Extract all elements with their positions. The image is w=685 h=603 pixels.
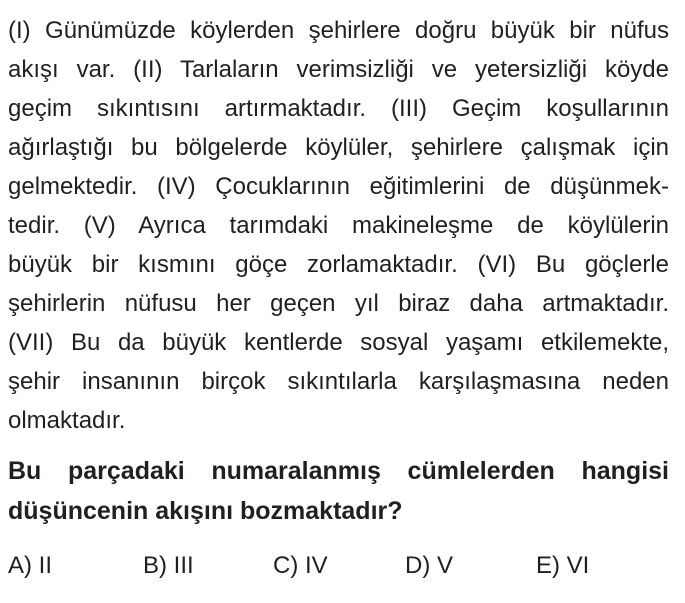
passage-line: ağırlaştığı bu bölgelerde köylüler, şehirlere çalışmak için — [8, 134, 669, 161]
option-b[interactable]: B) III — [143, 552, 194, 579]
passage-line: (I) Günümüzde köylerden şehirlere doğru büyük bir nüfus — [8, 17, 669, 44]
passage-line: olmaktadır. — [8, 407, 126, 434]
passage-line: akışı var. (II) Tarlaların verimsizliği ve yetersizliği köyde — [8, 56, 669, 83]
question-line: düşüncenin akışını bozmaktadır? — [8, 497, 403, 525]
option-d[interactable]: D) V — [405, 552, 453, 579]
option-c[interactable]: C) IV — [273, 552, 328, 579]
passage-line: (VII) Bu da büyük kentlerde sosyal yaşamı etkilemekte, — [8, 329, 669, 356]
passage-line: büyük bir kısmını göçe zorlamaktadır. (VI) Bu göçlerle — [8, 251, 669, 278]
passage-line: şehirlerin nüfusu her geçen yıl biraz daha artmaktadır. — [8, 290, 669, 317]
question-line: Bu parçadaki numaralanmış cümlelerden hangisi — [8, 457, 669, 485]
option-a[interactable]: A) II — [8, 552, 53, 579]
question-text — [8, 451, 669, 531]
answer-options — [8, 546, 669, 586]
option-e[interactable]: E) VI — [536, 552, 590, 579]
passage-text — [8, 11, 669, 440]
passage-line: geçim sıkıntısını artırmaktadır. (III) Geçim koşullarının — [8, 95, 669, 122]
passage-line: tedir. (V) Ayrıca tarımdaki makineleşme de köylülerin — [8, 212, 669, 239]
passage-line: şehir insanının birçok sıkıntılarla karşılaşmasına neden — [8, 368, 669, 395]
passage-line: gelmektedir. (IV) Çocuklarının eğitimlerini de düşünmek- — [8, 173, 669, 200]
